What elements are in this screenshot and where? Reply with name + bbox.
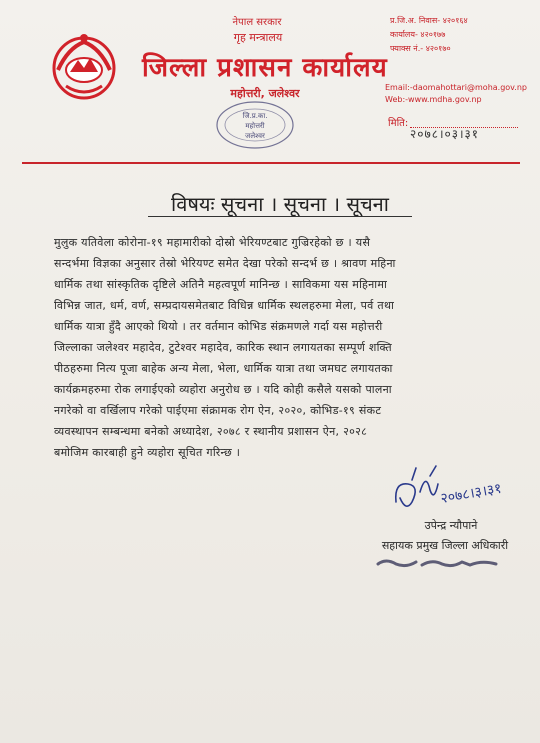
office-stamp-icon (212, 98, 298, 152)
email-text: Email:-daomahottari@moha.gov.np (385, 83, 527, 92)
date-label: मिति: (388, 118, 409, 129)
signer-stamp-icon (372, 556, 502, 570)
ministry-name: गृह मन्त्रालय (233, 31, 283, 44)
government-name: नेपाल सरकार (232, 17, 282, 28)
web-text: Web:-www.mdha.gov.np (385, 95, 482, 104)
signature-scribble-icon (390, 462, 510, 518)
stamp-line-3: जलेश्वर (245, 132, 265, 140)
ref-fax: फ्याक्स नं.- ४२०१७० (390, 44, 451, 53)
body-line: कार्यक्रमहरुमा रोक लगाईएको व्यहोरा अनुरोध छ । यदि कोही कसैले यसको पालना (54, 383, 392, 396)
subject-heading: विषयः सूचना । सूचना । सूचना (171, 192, 389, 216)
body-line: नगरेको वा वर्खिलाप गरेको पाईएमा संक्रामक रोग ऐन, २०२०, कोभिड-१९ संकट (54, 404, 382, 417)
body-line: विभिन्न जात, धर्म, वर्ण, सम्प्रदायसमेतबाट विधिन्न धार्मिक स्थलहरुमा मेला, पर्व तथा (54, 299, 395, 312)
reference-numbers (390, 14, 530, 56)
signer-title: सहायक प्रमुख जिल्ला अधिकारी (381, 539, 509, 552)
stamp-line-1: जि.प्र.का. (242, 112, 268, 120)
district-name: महोत्तरी, जलेश्वर (230, 87, 300, 100)
body-line: सन्दर्भमा विज्ञका अनुसार तेस्रो भेरियण्ट समेत देखा परेको सन्दर्भ छ । श्रावण महिना (54, 257, 396, 270)
signer-name: उपेन्द्र न्यौपाने (424, 519, 478, 532)
letterhead-divider (22, 162, 520, 164)
body-line: बमोजिम कारबाही हुने व्यहोरा सूचित गरिन्छ । (54, 446, 241, 459)
body-line: मुलुक यतिवेला कोरोना-१९ महामारीको दोस्रो भेरियण्टबाट गुज्रिरहेको छ । यसै (54, 236, 371, 249)
body-line: धार्मिक तथा सांस्कृतिक दृष्टिले अतिनै महत्वपूर्ण मानिन्छ । साविकमा यस महिनामा (54, 278, 388, 291)
notice-body (54, 232, 524, 463)
body-line: व्यवस्थापन सम्बन्धमा बनेको अध्यादेश, २०७८ र स्थानीय प्रशासन ऐन, २०२८ (54, 425, 368, 438)
signature-date: २०७८।३।३१ (439, 480, 503, 508)
body-line: जिल्लाका जलेश्वर महादेव, टुटेश्वर महादेव, कारिक स्थान लगायतका सम्पूर्ण शक्ति (54, 341, 392, 354)
body-line: पीठहरुमा नित्य पूजा बाहेक अन्य मेला, भेला, धार्मिक यात्रा तथा जमघट लगायतका (54, 362, 393, 375)
contact-info (385, 82, 535, 106)
nepal-emblem-icon (48, 30, 120, 102)
ref-office: कार्यालय- ४२०१७७ (390, 30, 446, 39)
subject-underline (148, 216, 412, 217)
stamp-line-2: महोत्तरी (245, 122, 265, 130)
ref-residence: प्र.जि.अ. निवास- ४२०१६४ (390, 16, 468, 25)
office-title: जिल्ला प्रशासन कार्यालय (142, 53, 388, 83)
date-value: २०७८।०३।३१ (410, 127, 480, 141)
body-line: धार्मिक यात्रा हुँदै आएको थियो । तर वर्तमान कोभिड संक्रमणले गर्दा यस महोत्तरी (54, 320, 383, 333)
